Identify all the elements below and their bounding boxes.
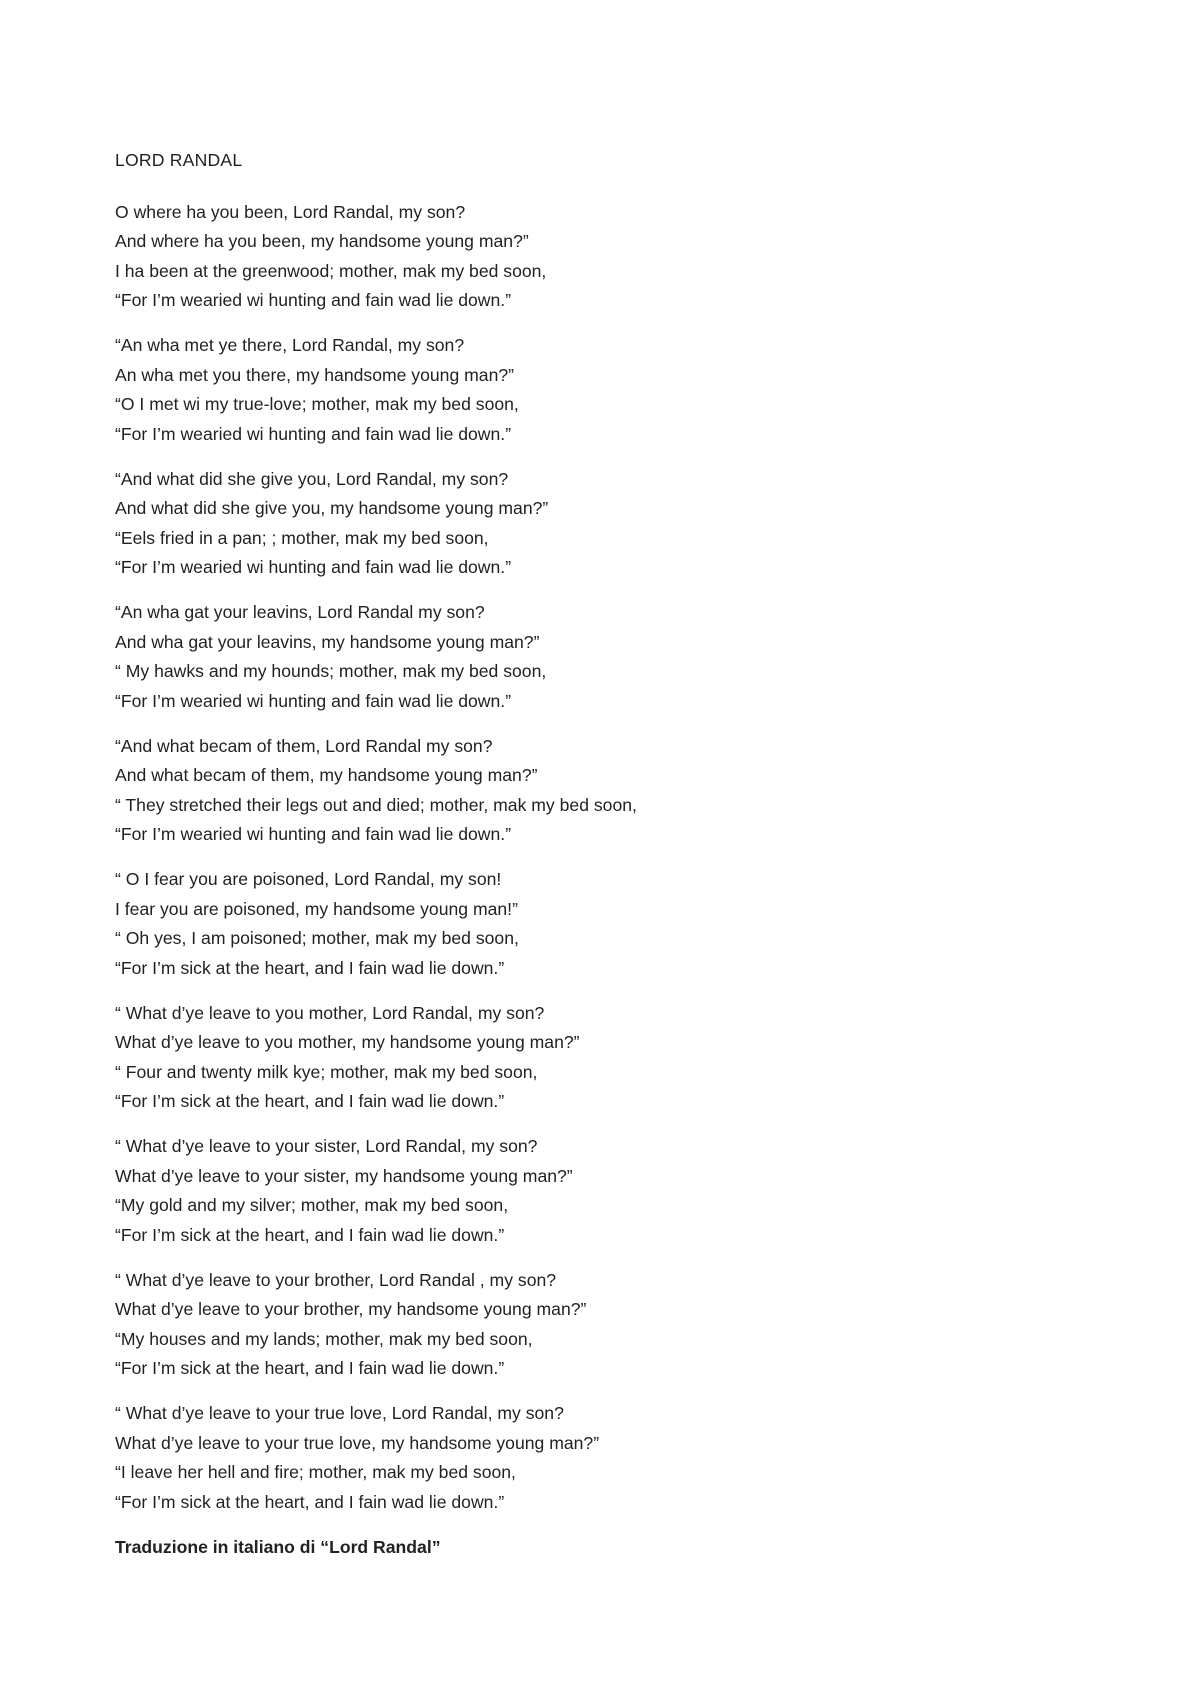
poem-line: “My gold and my silver; mother, mak my bed soon, <box>115 1195 509 1215</box>
poem-line: “Eels fried in a pan; ; mother, mak my bed soon, <box>115 527 489 548</box>
poem-line: “An wha met ye there, Lord Randal, my son? <box>115 335 465 355</box>
poem-line: “For I’m wearied wi hunting and fain wad lie down.” <box>115 557 512 577</box>
poem-line: And what becam of them, my handsome young man?” <box>115 765 538 785</box>
poem-line: O where ha you been, Lord Randal, my son? <box>115 201 466 222</box>
poem-line: “For I’m wearied wi hunting and fain wad lie down.” <box>115 290 512 310</box>
stanza <box>115 1132 1115 1250</box>
poem-line: “ Four and twenty milk kye; mother, mak my bed soon, <box>115 1061 538 1082</box>
poem-line: “For I’m sick at the heart, and I fain wad lie down.” <box>115 1491 505 1512</box>
poem-title: LORD RANDAL <box>115 150 243 170</box>
stanza <box>115 598 1115 716</box>
document-content <box>115 146 1115 1562</box>
poem-line: “ My hawks and my hounds; mother, mak my bed soon, <box>115 661 547 681</box>
poem-line: “ They stretched their legs out and died; mother, mak my bed soon, <box>115 794 637 815</box>
poem-line: I ha been at the greenwood; mother, mak my bed soon, <box>115 260 547 281</box>
poem-line: “O I met wi my true-love; mother, mak my bed soon, <box>115 394 519 414</box>
poem-line: What d’ye leave to your true love, my handsome young man?” <box>115 1432 600 1453</box>
poem-line: And where ha you been, my handsome young man?” <box>115 231 529 251</box>
poem-line: “For I’m sick at the heart, and I fain wad lie down.” <box>115 1358 505 1378</box>
poem-line: “ What d’ye leave to your brother, Lord Randal , my son? <box>115 1269 557 1290</box>
poem-line: “For I’m wearied wi hunting and fain wad lie down.” <box>115 824 512 844</box>
stanza <box>115 465 1115 583</box>
poem-line: “For I’m wearied wi hunting and fain wad lie down.” <box>115 423 512 444</box>
poem-line: “My houses and my lands; mother, mak my bed soon, <box>115 1328 533 1349</box>
poem-line: And what did she give you, my handsome young man?” <box>115 498 549 518</box>
poem-line: “ What d’ye leave to your true love, Lord Randal, my son? <box>115 1403 564 1423</box>
stanza <box>115 732 1115 850</box>
stanza <box>115 331 1115 449</box>
poem-line: “For I’m sick at the heart, and I fain wad lie down.” <box>115 1224 505 1245</box>
poem-body <box>115 198 1115 1518</box>
poem-line: “For I’m wearied wi hunting and fain wad lie down.” <box>115 690 512 711</box>
stanza <box>115 865 1115 983</box>
stanza <box>115 198 1115 316</box>
poem-line: I fear you are poisoned, my handsome young man!” <box>115 898 518 919</box>
poem-line: “ What d’ye leave to you mother, Lord Randal, my son? <box>115 1002 545 1023</box>
poem-line: What d’ye leave to your sister, my handsome young man?” <box>115 1165 573 1186</box>
poem-line: An wha met you there, my handsome young man?” <box>115 364 515 385</box>
poem-line: And wha gat your leavins, my handsome young man?” <box>115 631 540 652</box>
poem-line: “An wha gat your leavins, Lord Randal my son? <box>115 602 485 622</box>
poem-line: “And what did she give you, Lord Randal, my son? <box>115 468 509 489</box>
poem-line: “ What d’ye leave to your sister, Lord Randal, my son? <box>115 1136 538 1156</box>
poem-line: What d’ye leave to you mother, my handsome young man?” <box>115 1032 580 1052</box>
stanza <box>115 1266 1115 1384</box>
poem-line: “I leave her hell and fire; mother, mak my bed soon, <box>115 1462 516 1482</box>
poem-line: “And what becam of them, Lord Randal my son? <box>115 735 493 756</box>
poem-line: “ O I fear you are poisoned, Lord Randal, my son! <box>115 869 502 889</box>
stanza <box>115 1399 1115 1517</box>
poem-line: “ Oh yes, I am poisoned; mother, mak my bed soon, <box>115 928 519 948</box>
translation-heading: Traduzione in italiano di “Lord Randal” <box>115 1536 441 1557</box>
poem-line: “For I’m sick at the heart, and I fain wad lie down.” <box>115 957 505 978</box>
poem-line: “For I’m sick at the heart, and I fain wad lie down.” <box>115 1091 505 1111</box>
poem-line: What d’ye leave to your brother, my handsome young man?” <box>115 1299 587 1319</box>
stanza <box>115 999 1115 1117</box>
